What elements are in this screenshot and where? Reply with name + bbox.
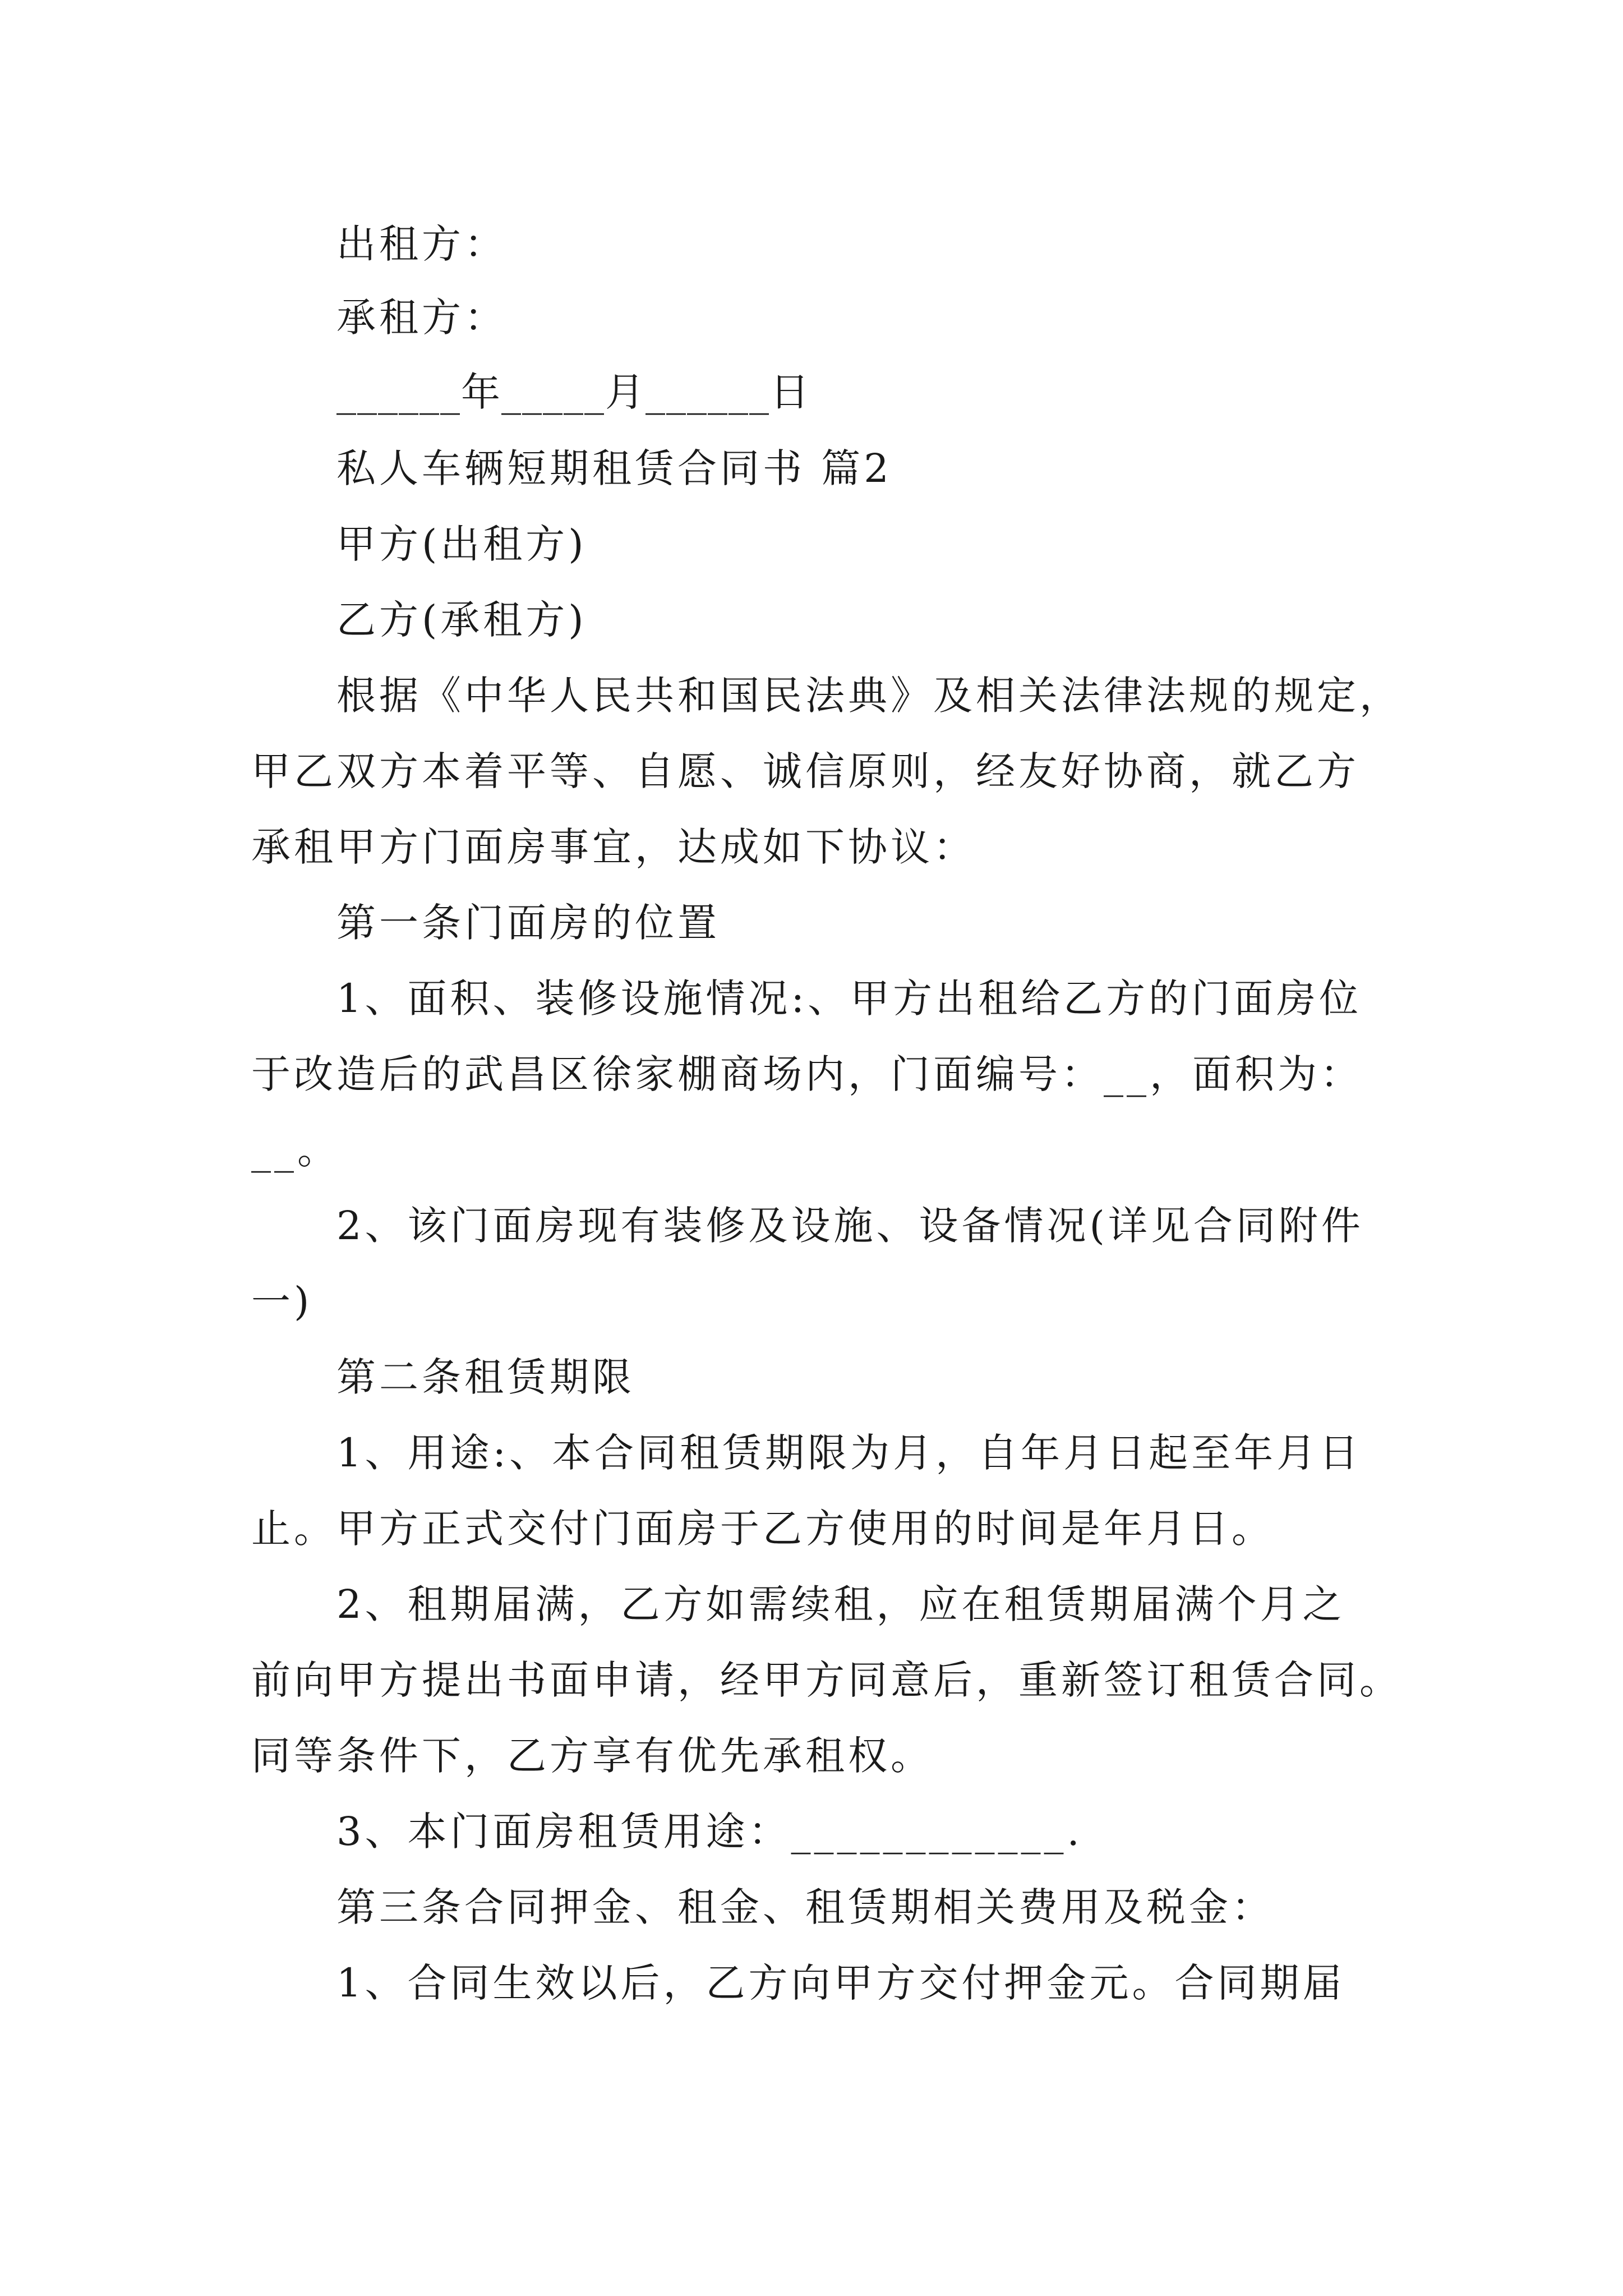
- preamble-line-1: 根据《中华人民共和国民法典》及相关法律法规的规定，: [336, 673, 1402, 719]
- article-1-item-1-line-3: __。: [251, 1127, 340, 1173]
- party-b-label: 乙方(承租方): [336, 597, 587, 643]
- article-2-item-3: 3、本门面房租赁用途：____________.: [336, 1809, 1083, 1855]
- article-2-item-1-line-1: 1、用途:、本合同租赁期限为月，自年月日起至年月日: [336, 1430, 1362, 1476]
- article-1-item-2-line-2: 一): [251, 1278, 313, 1324]
- article-1-item-1-line-2: 于改造后的武昌区徐家棚商场内，门面编号：__，面积为：: [251, 1051, 1363, 1097]
- article-1-item-1-line-1: 1、面积、装修设施情况:、甲方出租给乙方的门面房位: [336, 976, 1362, 1022]
- article-2-item-2-line-3: 同等条件下，乙方享有优先承租权。: [251, 1733, 933, 1779]
- article-3-heading: 第三条合同押金、租金、租赁期相关费用及税金：: [336, 1884, 1274, 1930]
- article-2-item-2-line-2: 前向甲方提出书面申请，经甲方同意后，重新签订租赁合同。: [251, 1657, 1402, 1703]
- signature-date-line: ______年_____月______日: [336, 369, 810, 415]
- article-2-item-1-line-2: 止。甲方正式交付门面房于乙方使用的时间是年月日。: [251, 1506, 1274, 1552]
- party-a-label: 甲方(出租方): [336, 521, 587, 567]
- article-1-item-2-line-1: 2、该门面房现有装修及设施、设备情况(详见合同附件: [336, 1203, 1364, 1249]
- document-title: 私人车辆短期租赁合同书 篇2: [336, 445, 892, 491]
- lessor-label: 出租方：: [336, 221, 507, 267]
- lessee-label: 承租方：: [336, 295, 507, 341]
- article-2-heading: 第二条租赁期限: [336, 1354, 635, 1400]
- preamble-line-2: 甲乙双方本着平等、自愿、诚信原则，经友好协商，就乙方: [251, 748, 1359, 794]
- preamble-line-3: 承租甲方门面房事宜，达成如下协议：: [251, 824, 976, 870]
- article-2-item-2-line-1: 2、租期届满，乙方如需续租，应在租赁期届满个月之: [336, 1581, 1345, 1627]
- article-3-item-1-line-1: 1、合同生效以后，乙方向甲方交付押金元。合同期届: [336, 1960, 1345, 2006]
- article-1-heading: 第一条门面房的位置: [336, 900, 720, 946]
